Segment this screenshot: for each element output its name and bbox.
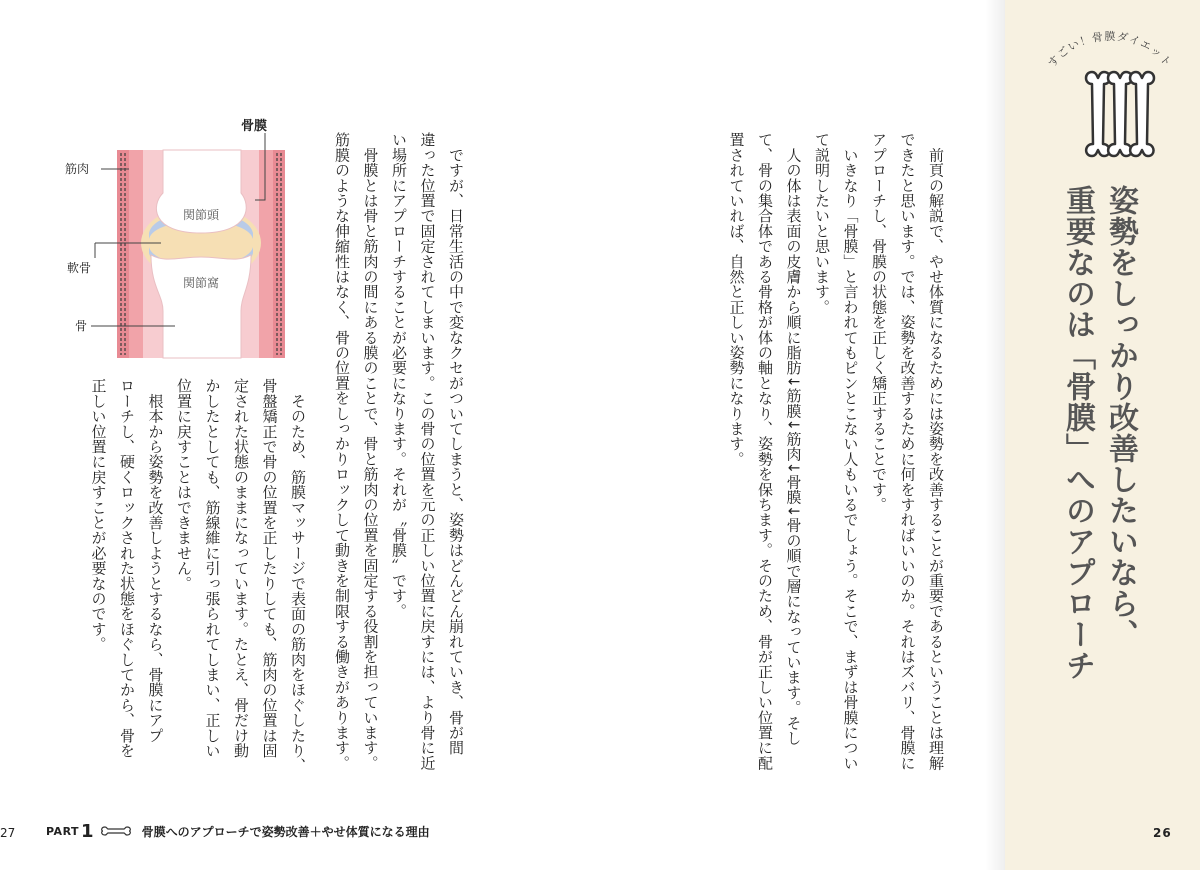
body-line: て説明したいと思います。 xyxy=(813,132,831,315)
body-line: 根本から姿勢を改善しようとするなら、骨膜にアプ xyxy=(146,378,165,743)
joint-anatomy-figure xyxy=(65,115,305,370)
body-line: ローチし、硬くロックされた状態をほぐしてから、骨を xyxy=(118,378,136,758)
body-line: そのため、筋膜マッサージで表面の筋肉をほぐしたり、 xyxy=(289,378,307,774)
label-joint-socket: 関節窩 xyxy=(182,276,220,290)
part-caption: 骨膜へのアプローチで姿勢改善＋やせ体質になる理由 xyxy=(141,825,430,839)
body-line: 骨膜とは骨と筋肉の間にある膜のことで、骨と筋肉の位置を固定する役割を担っています。 xyxy=(361,132,380,771)
body-line: 位置に戻すことはできません。 xyxy=(175,378,193,591)
chapter-title-line-2: 重要なのは「骨膜」へのアプローチ xyxy=(1060,185,1095,681)
body-line: 骨盤矯正で骨の位置を正したりしても、筋肉の位置は固 xyxy=(260,378,279,758)
label-muscle: 筋肉 xyxy=(65,162,90,176)
page-number-left-text: 27 xyxy=(0,826,16,840)
body-line: 筋膜のような伸縮性はなく、骨の位置をしっかりロックして動きを制限する働きがあります。 xyxy=(333,132,351,771)
right-page-body xyxy=(690,132,950,792)
body-line: いきなり「骨膜」と言われてもピンとこない人もいるでしょう。そこで、まずは骨膜につい xyxy=(841,132,860,771)
svg-text:すごい！骨膜ダイエット xyxy=(1046,30,1175,70)
chapter-number-bones-icon xyxy=(1078,70,1160,158)
page-number-left xyxy=(0,826,15,840)
part-number: 1 xyxy=(81,821,94,842)
body-line: 定された状態のままになっています。たとえ、骨だけ動 xyxy=(232,378,250,758)
body-line: 違った位置で固定されてしまいます。この骨の位置を元の正しい位置に戻すには、より骨に近 xyxy=(418,132,437,771)
label-cartilage: 軟骨 xyxy=(67,261,92,275)
body-line: 正しい位置に戻すことが必要なのです。 xyxy=(89,378,108,652)
body-line: ですが、日常生活の中で変なクセがついてしまうと、姿勢はどんどん崩れていき、骨が間 xyxy=(447,132,465,756)
part-text: PART xyxy=(46,825,80,838)
body-line: 前頁の解説で、やせ体質になるためには姿勢を改善することが重要であるということは理解 xyxy=(927,132,945,771)
left-page-body-upper xyxy=(320,132,470,792)
body-line: アプローチし、骨膜の状態を正しく矯正することです。 xyxy=(870,132,888,512)
bone-icon xyxy=(100,822,132,841)
page-number-right xyxy=(1153,826,1172,840)
body-line: かしたとしても、筋線維に引っ張られてしまい、正しい xyxy=(203,378,222,758)
running-footer xyxy=(46,821,430,842)
label-joint-head: 関節頭 xyxy=(182,208,220,222)
body-line: て、骨の集合体である骨格が体の軸となり、姿勢を保ちます。そのため、骨が正しい位置に配 xyxy=(756,132,774,771)
label-periosteum: 骨膜 xyxy=(241,119,268,134)
series-label-text: すごい！骨膜ダイエット xyxy=(1045,30,1175,70)
label-bone: 骨 xyxy=(75,319,88,333)
body-line: い場所にアプローチすることが必要になります。それが〝骨膜〟です。 xyxy=(390,132,408,619)
body-line: 人の体は表面の皮膚から順に脂肪↓筋膜↓筋肉↓骨膜↓骨の順で層になっています。そし xyxy=(784,132,803,746)
left-page-body-lower xyxy=(72,378,312,798)
page-number-right-text: 26 xyxy=(1153,826,1172,840)
body-line: 置されていれば、自然と正しい姿勢になります。 xyxy=(727,132,746,467)
chapter-title-line-1: 姿勢をしっかり改善したいなら、 xyxy=(1103,185,1138,650)
body-line: できたと思います。では、姿勢を改善するために何をすればいいのか。それはズバリ、骨膜に xyxy=(898,132,917,771)
